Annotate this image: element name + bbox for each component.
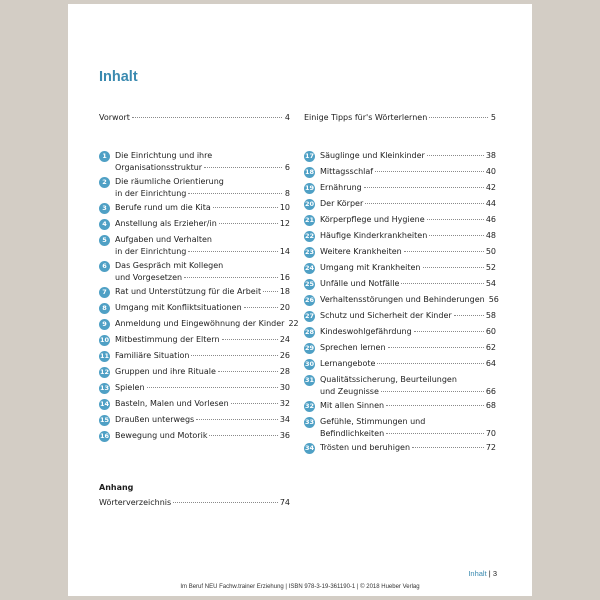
entry-page: 24 xyxy=(279,335,290,344)
leader-dots xyxy=(375,171,484,172)
entry-page: 50 xyxy=(485,247,496,256)
entry-title: Umgang mit Konfliktsituationen xyxy=(115,303,242,312)
entry-page: 16 xyxy=(279,273,290,282)
chapter-number-badge: 27 xyxy=(304,312,315,320)
entry-page: 10 xyxy=(279,203,290,212)
page-title: Inhalt xyxy=(99,69,138,85)
leader-dots xyxy=(209,435,277,436)
leader-dots xyxy=(427,219,484,220)
chapter-number-badge: 30 xyxy=(304,360,315,368)
entry-page: 56 xyxy=(488,295,499,304)
leader-dots xyxy=(454,315,484,316)
leader-dots xyxy=(429,117,488,118)
entry-title: Spielen xyxy=(115,383,145,392)
leader-dots xyxy=(401,283,483,284)
leader-dots xyxy=(244,307,278,308)
entry-title: Häufige Kinderkrankheiten xyxy=(320,231,428,240)
toc-chapter-entry xyxy=(304,214,496,226)
leader-dots xyxy=(386,405,484,406)
leader-dots xyxy=(427,155,484,156)
entry-title: Berufe rund um die Kita xyxy=(115,203,211,212)
toc-chapter-entry xyxy=(304,262,496,274)
leader-dots xyxy=(147,387,278,388)
entry-page: 26 xyxy=(279,351,290,360)
entry-title: Trösten und beruhigen xyxy=(320,443,411,452)
entry-page: 58 xyxy=(485,311,496,320)
entry-title: Ernährung xyxy=(320,183,362,192)
chapter-number-badge: 6 xyxy=(99,261,110,272)
leader-dots xyxy=(188,193,282,194)
anhang-entry xyxy=(99,498,290,507)
toc-chapter-entry xyxy=(304,326,496,338)
entry-page: 22 xyxy=(288,319,299,328)
toc-chapter-entry xyxy=(99,234,290,258)
entry-page: 72 xyxy=(485,443,496,452)
leader-dots xyxy=(196,419,278,420)
entry-title: Der Körper xyxy=(320,199,364,208)
entry-page: 48 xyxy=(485,231,496,240)
chapter-number-badge: 16 xyxy=(99,432,110,440)
entry-title: Anstellung als Erzieher/in xyxy=(115,219,217,228)
leader-dots xyxy=(414,331,484,332)
toc-chapter-entry xyxy=(99,414,290,426)
entry-title: Mit allen Sinnen xyxy=(320,401,385,410)
toc-chapter-entry xyxy=(99,202,290,214)
toc-chapter-entry xyxy=(99,366,290,378)
leader-dots xyxy=(231,403,278,404)
leader-dots xyxy=(365,203,484,204)
leader-dots xyxy=(213,207,278,208)
entry-page: 52 xyxy=(485,263,496,272)
leader-dots xyxy=(423,267,484,268)
leader-dots xyxy=(184,277,278,278)
entry-title: in der Einrichtung xyxy=(115,247,187,256)
chapter-number-badge: 17 xyxy=(304,152,315,160)
chapter-number-badge: 9 xyxy=(99,319,110,330)
entry-title: Säuglinge und Kleinkinder xyxy=(320,151,425,160)
entry-page: 8 xyxy=(284,189,290,198)
chapter-number-badge: 3 xyxy=(99,203,110,214)
entry-page: 34 xyxy=(279,415,290,424)
toc-chapter-entry xyxy=(99,350,290,362)
entry-page: 14 xyxy=(279,247,290,256)
chapter-number-badge: 13 xyxy=(99,384,110,392)
entry-page: 40 xyxy=(485,167,496,176)
page-number-separator: | xyxy=(488,569,491,578)
chapter-number-badge: 11 xyxy=(99,352,110,360)
leader-dots xyxy=(404,251,484,252)
anhang-heading: Anhang xyxy=(99,483,134,492)
leader-dots xyxy=(263,291,278,292)
toc-chapter-entry xyxy=(99,286,290,298)
toc-chapter-entry xyxy=(304,310,496,322)
entry-title: Körperpflege und Hygiene xyxy=(320,215,425,224)
entry-title: Basteln, Malen und Vorlesen xyxy=(115,399,229,408)
entry-title: Draußen unterwegs xyxy=(115,415,195,424)
chapter-number-badge: 33 xyxy=(304,418,315,426)
toc-chapter-entry xyxy=(304,150,496,162)
entry-page: 68 xyxy=(485,401,496,410)
footer-imprint: Im Beruf NEU Fachw.trainer Erziehung | ISBN 978-3-19-361190-1 | © 2018 Hueber Verlag xyxy=(180,584,420,590)
entry-title: Die Einrichtung und ihre xyxy=(115,151,213,160)
entry-title: Verhaltensstörungen und Behinderungen xyxy=(320,295,485,304)
toc-chapter-entry xyxy=(99,430,290,442)
entry-page: 12 xyxy=(279,219,290,228)
entry-title: und Zeugnisse xyxy=(320,387,379,396)
leader-dots xyxy=(219,223,278,224)
chapter-number-badge: 19 xyxy=(304,184,315,192)
chapter-number-badge: 25 xyxy=(304,280,315,288)
toc-chapter-entry xyxy=(99,302,290,314)
toc-intro-entry xyxy=(304,112,496,128)
leader-dots xyxy=(191,355,277,356)
toc-chapter-entry xyxy=(99,150,290,174)
entry-page: 64 xyxy=(485,359,496,368)
page-number-value: 3 xyxy=(492,569,497,578)
entry-page: 38 xyxy=(485,151,496,160)
chapter-number-badge: 31 xyxy=(304,376,315,384)
entry-title: Unfälle und Notfälle xyxy=(320,279,400,288)
chapter-number-badge: 10 xyxy=(99,336,110,344)
entry-title: Befindlichkeiten xyxy=(320,429,385,438)
toc-chapter-entry xyxy=(304,400,496,412)
chapter-number-badge: 26 xyxy=(304,296,315,304)
book-page xyxy=(68,4,532,596)
toc-chapter-entry xyxy=(304,246,496,258)
chapter-number-badge: 22 xyxy=(304,232,315,240)
entry-title: Gefühle, Stimmungen und xyxy=(320,417,426,426)
toc-chapter-entry xyxy=(304,182,496,194)
leader-dots xyxy=(377,363,483,364)
entry-page: 4 xyxy=(284,113,290,122)
entry-page: 42 xyxy=(485,183,496,192)
entry-title: Familiäre Situation xyxy=(115,351,190,360)
entry-title: Kindeswohlgefährdung xyxy=(320,327,412,336)
toc-chapter-entry xyxy=(304,198,496,210)
entry-page: 46 xyxy=(485,215,496,224)
toc-chapter-entry xyxy=(304,230,496,242)
chapter-number-badge: 34 xyxy=(304,444,315,452)
toc-chapter-entry xyxy=(304,342,496,354)
entry-title: Umgang mit Krankheiten xyxy=(320,263,421,272)
chapter-number-badge: 2 xyxy=(99,177,110,188)
entry-title: Sprechen lernen xyxy=(320,343,386,352)
chapter-number-badge: 23 xyxy=(304,248,315,256)
page-number-label: Inhalt xyxy=(468,569,487,578)
entry-page: 28 xyxy=(279,367,290,376)
toc-chapter-entry xyxy=(304,358,496,370)
leader-dots xyxy=(364,187,484,188)
leader-dots xyxy=(429,235,484,236)
leader-dots xyxy=(381,391,484,392)
chapter-number-badge: 21 xyxy=(304,216,315,224)
page-number xyxy=(468,569,497,578)
entry-page: 66 xyxy=(485,387,496,396)
toc-chapter-entry xyxy=(99,382,290,394)
entry-page: 60 xyxy=(485,327,496,336)
toc-chapter-entry xyxy=(304,416,496,440)
chapter-number-badge: 1 xyxy=(99,151,110,162)
entry-title: Einige Tipps für's Wörterlernen xyxy=(304,113,428,122)
leader-dots xyxy=(218,371,278,372)
toc-chapter-entry xyxy=(304,278,496,290)
chapter-number-badge: 7 xyxy=(99,287,110,298)
chapter-number-badge: 18 xyxy=(304,168,315,176)
leader-dots xyxy=(188,251,277,252)
chapter-number-badge: 14 xyxy=(99,400,110,408)
toc-right-column xyxy=(304,112,499,458)
leader-dots xyxy=(388,347,484,348)
entry-title: Gruppen und ihre Rituale xyxy=(115,367,216,376)
anhang-entry-title: Wörterverzeichnis xyxy=(99,498,172,507)
entry-title: Lernangebote xyxy=(320,359,376,368)
leader-dots xyxy=(204,167,282,168)
toc-chapter-entry xyxy=(304,374,496,398)
toc-chapter-entry xyxy=(304,166,496,178)
entry-page: 18 xyxy=(279,287,290,296)
chapter-number-badge: 15 xyxy=(99,416,110,424)
entry-title: in der Einrichtung xyxy=(115,189,187,198)
entry-title: Mitbestimmung der Eltern xyxy=(115,335,220,344)
entry-title: Organisationsstruktur xyxy=(115,163,203,172)
entry-title: Anmeldung und Eingewöhnung der Kinder xyxy=(115,319,285,328)
leader-dots xyxy=(132,117,282,118)
chapter-number-badge: 24 xyxy=(304,264,315,272)
entry-page: 32 xyxy=(279,399,290,408)
toc-chapter-entry xyxy=(99,318,299,330)
entry-page: 30 xyxy=(279,383,290,392)
chapter-number-badge: 20 xyxy=(304,200,315,208)
toc-chapter-entry xyxy=(99,260,290,284)
chapter-number-badge: 4 xyxy=(99,219,110,230)
toc-chapter-entry xyxy=(99,176,290,200)
entry-title: Qualitätssicherung, Beurteilungen xyxy=(320,375,457,384)
leader-dots xyxy=(412,447,484,448)
entry-title: Das Gespräch mit Kollegen xyxy=(115,261,224,270)
entry-page: 6 xyxy=(284,163,290,172)
entry-title: Vorwort xyxy=(99,113,130,122)
leader-dots xyxy=(173,502,278,503)
entry-page: 54 xyxy=(485,279,496,288)
entry-page: 62 xyxy=(485,343,496,352)
entry-title: Weitere Krankheiten xyxy=(320,247,402,256)
anhang-entry-page: 74 xyxy=(279,498,290,507)
entry-page: 36 xyxy=(279,431,290,440)
entry-title: Aufgaben und Verhalten xyxy=(115,235,212,244)
entry-page: 20 xyxy=(279,303,290,312)
entry-page: 70 xyxy=(485,429,496,438)
chapter-number-badge: 28 xyxy=(304,328,315,336)
entry-title: Bewegung und Motorik xyxy=(115,431,208,440)
entry-title: Schutz und Sicherheit der Kinder xyxy=(320,311,452,320)
chapter-number-badge: 32 xyxy=(304,402,315,410)
entry-page: 44 xyxy=(485,199,496,208)
toc-chapter-entry xyxy=(99,398,290,410)
leader-dots xyxy=(222,339,278,340)
entry-title: und Vorgesetzen xyxy=(115,273,183,282)
entry-title: Die räumliche Orientierung xyxy=(115,177,224,186)
entry-page: 5 xyxy=(490,113,496,122)
entry-title: Mittagsschlaf xyxy=(320,167,374,176)
chapter-number-badge: 12 xyxy=(99,368,110,376)
toc-chapter-entry xyxy=(304,442,496,454)
toc-intro-entry xyxy=(99,112,290,128)
chapter-number-badge: 5 xyxy=(99,235,110,246)
toc-chapter-entry xyxy=(99,218,290,230)
entry-title: Rat und Unterstützung für die Arbeit xyxy=(115,287,262,296)
toc-left-column xyxy=(99,112,299,446)
chapter-number-badge: 29 xyxy=(304,344,315,352)
chapter-number-badge: 8 xyxy=(99,303,110,314)
leader-dots xyxy=(386,433,484,434)
toc-chapter-entry xyxy=(99,334,290,346)
toc-chapter-entry xyxy=(304,294,499,306)
